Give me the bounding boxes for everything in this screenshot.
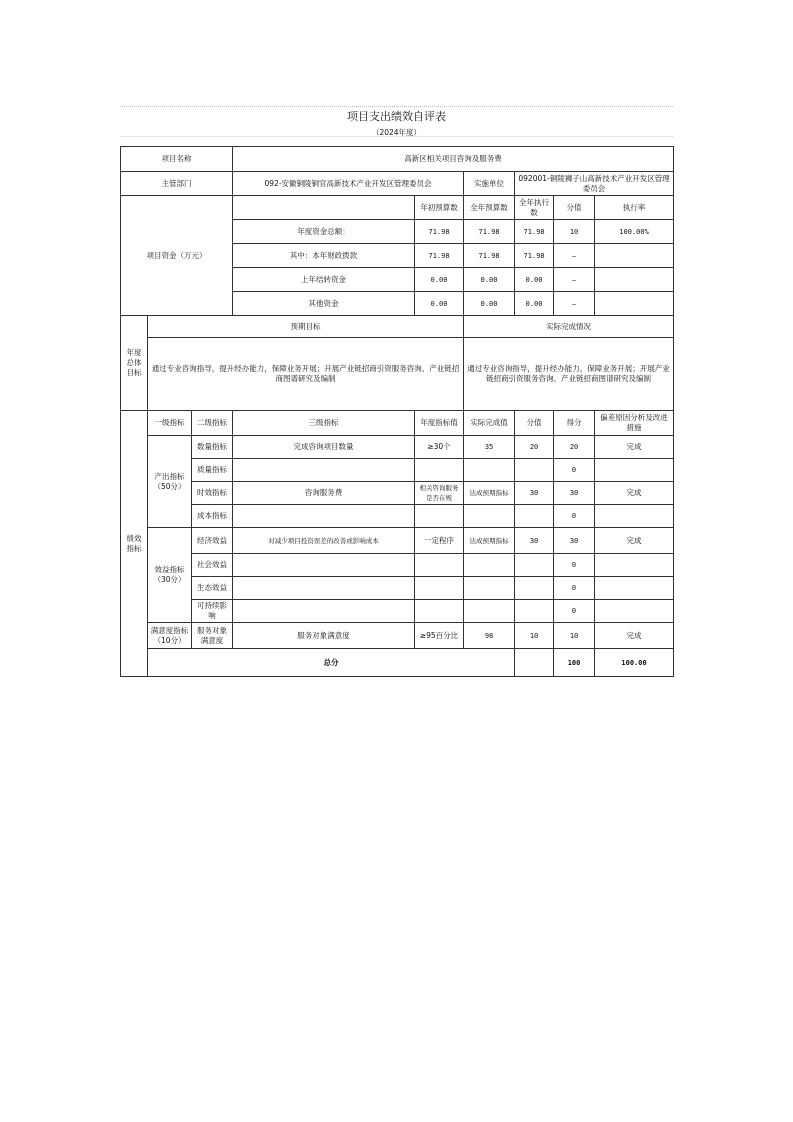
indicator-score: 0 <box>554 600 595 623</box>
indicator-score: 30 <box>554 528 595 554</box>
indicator-l3: 对减少项目投资误差的改善或影响成本 <box>233 528 415 554</box>
goals-actual-header: 实际完成情况 <box>464 316 674 338</box>
funds-row-init: 71.98 <box>415 220 464 244</box>
evaluation-table <box>120 146 674 677</box>
funds-header-full: 全年预算数 <box>464 196 515 220</box>
goals-side-label: 年度总体目标 <box>121 316 148 411</box>
satisfaction-actual: 98 <box>464 623 515 649</box>
funds-header-rate-score <box>595 196 674 220</box>
indicator-row <box>121 459 674 482</box>
indicator-points <box>515 505 554 528</box>
indicator-points <box>515 600 554 623</box>
goals-content-row <box>121 338 674 411</box>
dept-value: 092-安徽铜陵铜官高新技术产业开发区管理委员会 <box>233 172 464 196</box>
indicator-target: ≥30个 <box>415 436 464 459</box>
funds-row-full: 71.98 <box>464 220 515 244</box>
goals-actual-text: 通过专业咨询指导，提升经办能力，保障业务开展；开展产业链招商引资服务咨询、产业链招商图谱研究及编制 <box>464 338 674 411</box>
funds-row-init: 0.00 <box>415 292 464 316</box>
funds-row-full: 0.00 <box>464 268 515 292</box>
funds-row-full: 71.98 <box>464 244 515 268</box>
funds-row-init: 0.00 <box>415 268 464 292</box>
indicators-header-points: 分值 <box>515 411 554 436</box>
satisfaction-target: ≥95百分比 <box>415 623 464 649</box>
funds-label: 项目资金（万元） <box>121 196 233 316</box>
project-name-row <box>121 147 674 172</box>
funds-row-points: – <box>554 268 595 292</box>
indicator-points: 30 <box>515 528 554 554</box>
indicator-row <box>121 505 674 528</box>
funds-row-exec: 0.00 <box>515 268 554 292</box>
satisfaction-l3: 服务对象满意度 <box>233 623 415 649</box>
indicators-header-note: 偏差原因分析及改进措施 <box>595 411 674 436</box>
goals-expected-header: 预期目标 <box>148 316 464 338</box>
funds-row-rate <box>595 292 674 316</box>
indicator-l2: 社会效益 <box>192 554 233 577</box>
satisfaction-label: 满意度指标（10分） <box>148 623 192 649</box>
indicator-note: 完成 <box>595 482 674 505</box>
funds-row-exec: 0.00 <box>515 292 554 316</box>
indicator-row <box>121 577 674 600</box>
indicator-l3 <box>233 459 415 482</box>
indicator-l3: 完成咨询项目数量 <box>233 436 415 459</box>
total-label: 总分 <box>148 649 515 677</box>
indicator-l3: 咨询服务费 <box>233 482 415 505</box>
funds-row-points: – <box>554 244 595 268</box>
funds-row-label: 其中：本年财政拨款 <box>233 244 415 268</box>
indicator-note <box>595 600 674 623</box>
indicator-points <box>515 577 554 600</box>
funds-header-rate: 执行率 <box>622 202 646 212</box>
indicator-actual <box>464 600 515 623</box>
funds-row-label: 上年结转资金 <box>233 268 415 292</box>
indicator-points: 30 <box>515 482 554 505</box>
indicators-side-label: 绩效指标 <box>121 411 148 677</box>
indicator-l3 <box>233 554 415 577</box>
indicator-target <box>415 577 464 600</box>
satisfaction-note: 完成 <box>595 623 674 649</box>
indicator-row <box>121 554 674 577</box>
funds-row-rate <box>595 220 674 244</box>
satisfaction-row <box>121 623 674 649</box>
indicator-l2: 经济效益 <box>192 528 233 554</box>
funds-row-exec: 71.98 <box>515 220 554 244</box>
indicators-header-actual: 实际完成值 <box>464 411 515 436</box>
satisfaction-points: 10 <box>515 623 554 649</box>
funds-row-points: – <box>554 292 595 316</box>
indicator-note <box>595 577 674 600</box>
funds-row-exec: 71.98 <box>515 244 554 268</box>
indicator-actual <box>464 505 515 528</box>
funds-row-full: 0.00 <box>464 292 515 316</box>
indicator-note <box>595 554 674 577</box>
indicator-points: 20 <box>515 436 554 459</box>
page-title: 项目支出绩效自评表 <box>120 106 673 127</box>
indicator-l2: 质量指标 <box>192 459 233 482</box>
indicator-score: 0 <box>554 459 595 482</box>
indicator-target: 相关咨询服务是否在规 <box>415 482 464 505</box>
project-name-value: 高新区相关项目咨询及服务费 <box>233 147 674 172</box>
funds-header-row <box>121 196 674 220</box>
indicator-l3 <box>233 600 415 623</box>
funds-header-exec: 全年执行数 <box>515 196 554 220</box>
indicator-score: 0 <box>554 554 595 577</box>
indicator-row <box>121 600 674 623</box>
impl-unit-value: 092001-铜陵狮子山高新技术产业开发区管理委员会 <box>515 172 674 196</box>
indicators-header-l2: 二级指标 <box>192 411 233 436</box>
impl-unit-label: 实施单位 <box>464 172 515 196</box>
indicator-points <box>515 554 554 577</box>
satisfaction-score: 10 <box>554 623 595 649</box>
indicator-score: 30 <box>554 482 595 505</box>
indicator-note: 完成 <box>595 528 674 554</box>
indicators-header-target: 年度指标值 <box>415 411 464 436</box>
total-blank <box>515 649 554 677</box>
indicator-points <box>515 459 554 482</box>
funds-row-init: 71.98 <box>415 244 464 268</box>
funds-row-rate <box>595 244 674 268</box>
indicator-note <box>595 505 674 528</box>
benefit-label: 效益指标（30分） <box>148 528 192 623</box>
indicators-header-l3: 三级指标 <box>233 411 415 436</box>
indicator-note <box>595 459 674 482</box>
indicator-l2: 生态效益 <box>192 577 233 600</box>
page-subtitle: （2024年度） <box>371 128 422 137</box>
indicator-l3 <box>233 577 415 600</box>
indicator-score: 0 <box>554 505 595 528</box>
indicator-score: 0 <box>554 577 595 600</box>
indicator-l2: 数量指标 <box>192 436 233 459</box>
indicator-actual <box>464 577 515 600</box>
indicator-row <box>121 482 674 505</box>
project-name-label: 项目名称 <box>121 147 233 172</box>
funds-row-points: 10 <box>554 220 595 244</box>
department-row <box>121 172 674 196</box>
indicator-actual: 35 <box>464 436 515 459</box>
output-label: 产出指标（50分） <box>148 436 192 528</box>
indicator-row <box>121 436 674 459</box>
indicator-actual: 达成预期指标 <box>464 482 515 505</box>
indicator-actual <box>464 554 515 577</box>
indicator-actual <box>464 459 515 482</box>
funds-header-points: 分值 <box>554 196 595 220</box>
funds-row-label: 其他资金 <box>233 292 415 316</box>
indicator-target: 一定程序 <box>415 528 464 554</box>
indicator-actual: 达成预期指标 <box>464 528 515 554</box>
indicator-row <box>121 528 674 554</box>
funds-header-blank <box>233 196 415 220</box>
funds-row-rate <box>595 268 674 292</box>
indicator-l2: 成本指标 <box>192 505 233 528</box>
indicator-target <box>415 554 464 577</box>
dept-label: 主管部门 <box>121 172 233 196</box>
total-score: 100.00 <box>595 649 674 677</box>
total-row <box>121 649 674 677</box>
funds-row-rate-value: 100.00% <box>619 227 649 236</box>
indicator-l3 <box>233 505 415 528</box>
indicator-note: 完成 <box>595 436 674 459</box>
total-points: 100 <box>554 649 595 677</box>
indicator-target <box>415 459 464 482</box>
indicators-header-l1: 一级指标 <box>148 411 192 436</box>
indicators-header-row <box>121 411 674 436</box>
indicators-header-score: 得分 <box>554 411 595 436</box>
goals-header-row <box>121 316 674 338</box>
satisfaction-l2: 服务对象满意度 <box>192 623 233 649</box>
indicator-l2: 可持续影响 <box>192 600 233 623</box>
goals-expected-text: 通过专业咨询指导，提升经办能力，保障业务开展；开展产业链招商引资服务咨询、产业链招商图谱研究及编制 <box>148 338 464 411</box>
funds-row-label: 年度资金总额： <box>233 220 415 244</box>
indicator-target <box>415 505 464 528</box>
funds-header-init: 年初预算数 <box>415 196 464 220</box>
indicator-score: 20 <box>554 436 595 459</box>
indicator-target <box>415 600 464 623</box>
indicator-l2: 时效指标 <box>192 482 233 505</box>
